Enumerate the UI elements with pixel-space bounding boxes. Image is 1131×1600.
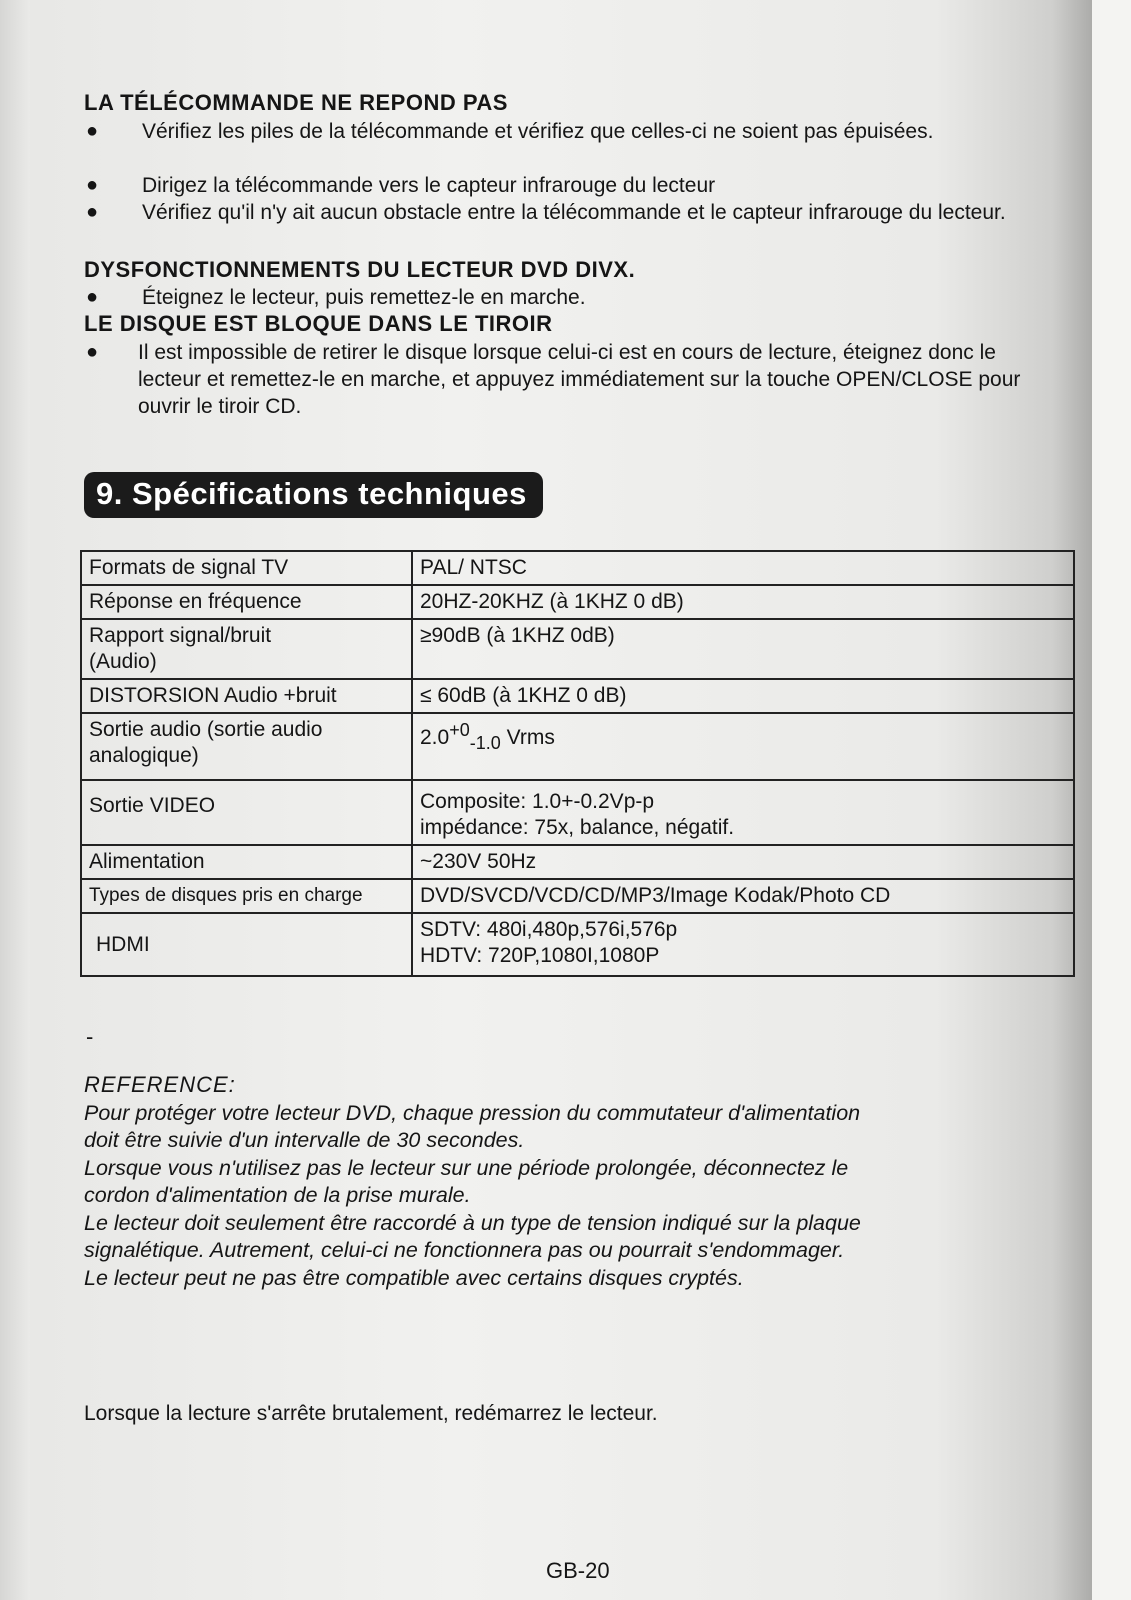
spec-value: ≥90dB (à 1KHZ 0dB) [412,619,1074,679]
spec-value: ~230V 50Hz [412,845,1074,879]
spec-value: PAL/ NTSC [412,551,1074,585]
table-row [81,679,1074,713]
spec-value: $2.0^{+0}_{-1.0}$ Vrms [412,713,1074,780]
bullet-icon: ● [86,120,99,142]
list-item: ● Vérifiez les piles de la télécommande et vérifiez que celles-ci ne soient pas épuisées. [86,120,934,143]
reference-line: Pour protéger votre lecteur DVD, chaque pression du commutateur d'alimentation [84,1101,861,1125]
spec-label: HDMI [81,913,412,976]
spec-value: DVD/SVCD/VCD/CD/MP3/Image Kodak/Photo CD [412,879,1074,913]
reference-line: doit être suivie d'un intervalle de 30 secondes. [84,1128,525,1152]
list-item: ● Vérifiez qu'il n'y ait aucun obstacle entre la télécommande et le capteur infrarouge du lecteur. [86,201,1006,224]
final-note: Lorsque la lecture s'arrête brutalement, redémarrez le lecteur. [84,1402,658,1425]
table-row [81,713,1074,780]
table-row [81,619,1074,679]
table-row [81,913,1074,976]
reference-heading: REFERENCE: [84,1072,236,1097]
heading-remote-not-responding: LA TÉLÉCOMMANDE NE REPOND PAS [84,90,508,115]
spec-label: Réponse en fréquence [81,585,412,619]
spec-label: Sortie VIDEO [81,780,412,845]
spec-value: ≤ 60dB (à 1KHZ 0 dB) [412,679,1074,713]
bullet-icon: ● [86,341,99,363]
list-item: ● Éteignez le lecteur, puis remettez-le en marche. [86,286,586,309]
bullet-icon: ● [86,286,99,308]
table-row [81,879,1074,913]
page-number: GB-20 [546,1558,610,1583]
reference-line: cordon d'alimentation de la prise murale. [84,1183,471,1207]
spec-label: Alimentation [81,845,412,879]
spec-label: Formats de signal TV [81,551,412,585]
heading-dvd-malfunction: DYSFONCTIONNEMENTS DU LECTEUR DVD DIVX. [84,257,636,282]
dash-marker: - [86,1024,94,1049]
spec-value: 20HZ-20KHZ (à 1KHZ 0 dB) [412,585,1074,619]
reference-line: Le lecteur peut ne pas être compatible avec certains disques cryptés. [84,1266,744,1290]
reference-line: signalétique. Autrement, celui-ci ne fonctionnera pas ou pourrait s'endommager. [84,1238,845,1262]
bullet-icon: ● [86,174,99,196]
table-row [81,551,1074,585]
heading-disc-stuck: LE DISQUE EST BLOQUE DANS LE TIROIR [84,311,553,336]
spec-value: SDTV: 480i,480p,576i,576p HDTV: 720P,1080I,1080P [412,913,1074,976]
bullet-icon: ● [86,201,99,223]
list-item: ● Il est impossible de retirer le disque lorsque celui-ci est en cours de lecture, éteignez donc le lecteur et remettez-le en marche, et appuyez immédiatement sur la touche OPEN/CLOSE pour ouvrir le tiroir CD. [86,341,1021,418]
spec-label: Types de disques pris en charge [81,879,412,913]
list-item: ● Dirigez la télécommande vers le capteur infrarouge du lecteur [86,174,716,197]
reference-line: Lorsque vous n'utilisez pas le lecteur sur une période prolongée, déconnectez le [84,1156,849,1180]
spec-label: Sortie audio (sortie audio analogique) [81,713,412,780]
table-row [81,780,1074,845]
reference-line: Le lecteur doit seulement être raccordé à un type de tension indiqué sur la plaque [84,1211,861,1235]
spec-label: Rapport signal/bruit (Audio) [81,619,412,679]
table-row [81,585,1074,619]
spec-table [80,550,1075,977]
section-title: 9. Spécifications techniques [84,472,543,518]
spec-label: DISTORSION Audio +bruit [81,679,412,713]
table-row [81,845,1074,879]
spec-value: Composite: 1.0+-0.2Vp-p impédance: 75x, balance, négatif. [412,780,1074,845]
